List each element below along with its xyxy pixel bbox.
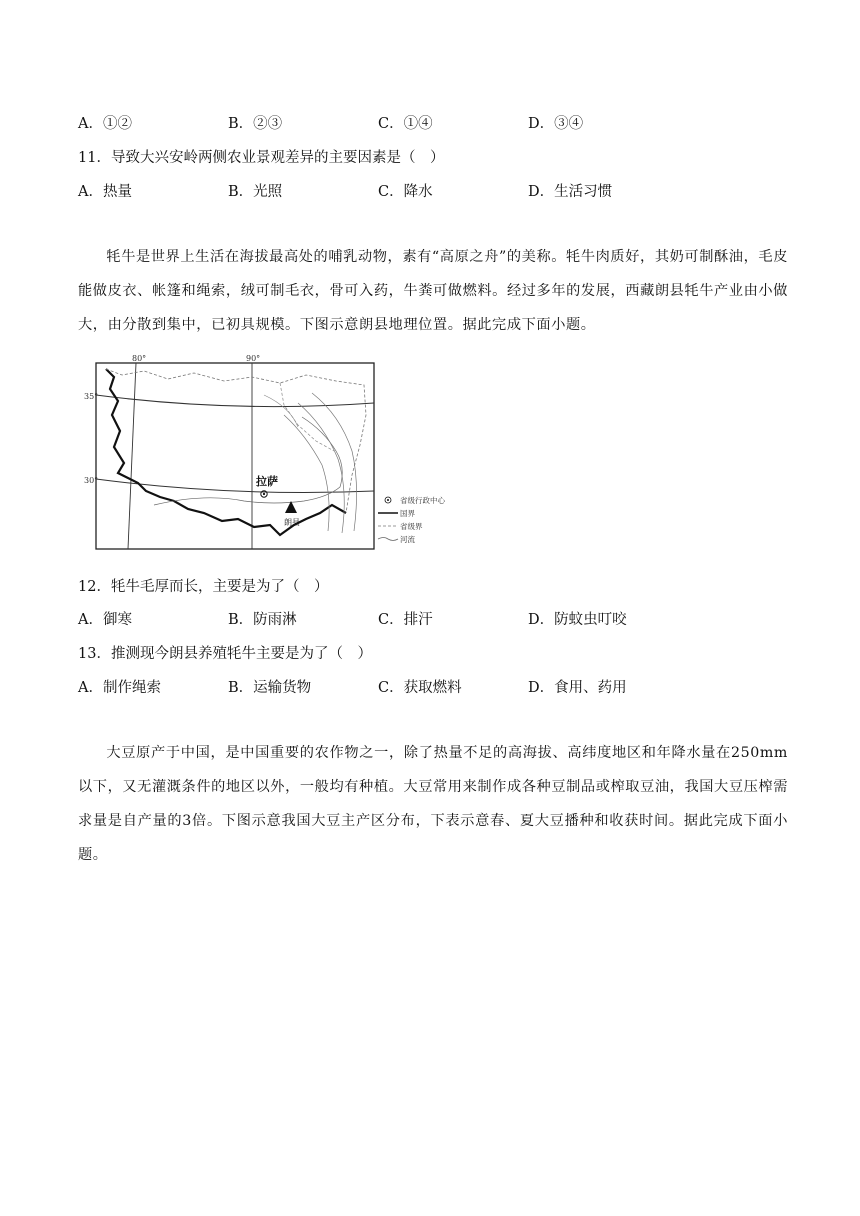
q12-option-c[interactable]: C．排汗 xyxy=(378,612,433,628)
legend-river-symbol xyxy=(378,538,398,541)
q13-option-c[interactable]: C．获取燃料 xyxy=(378,680,462,696)
q12-option-b[interactable]: B．防雨淋 xyxy=(228,612,297,628)
q10-option-a[interactable]: A．①② xyxy=(78,116,132,132)
river-3 xyxy=(312,393,357,531)
passage-soybean: 大豆原产于中国，是中国重要的农作物之一，除了热量不足的高海拔、高纬度地区和年降水量在250mm以下，又无灌溉条件的地区以外，一般均有种植。大豆常用来制作成各种豆制品或榨取豆油，我国大豆压榨需求量是自产量的3倍。下图示意我国大豆主产区分布，下表示意春、夏大豆播种和收获时间。据此完成下面小题。 xyxy=(78,745,788,863)
q13-option-b[interactable]: B．运输货物 xyxy=(228,680,312,696)
q11-option-a[interactable]: A．热量 xyxy=(78,184,132,200)
q10-option-c[interactable]: C．①④ xyxy=(378,116,433,132)
q12-options xyxy=(78,608,778,628)
meridian-80 xyxy=(128,363,136,549)
q10-option-b[interactable]: B．②③ xyxy=(228,116,283,132)
lat-label-30: 30° xyxy=(84,476,99,485)
river-1 xyxy=(284,415,329,531)
q10-option-d[interactable]: D．③④ xyxy=(528,116,584,132)
q11-option-c[interactable]: C．降水 xyxy=(378,184,433,200)
q11-option-b[interactable]: B．光照 xyxy=(228,184,283,200)
q12-option-a[interactable]: A．御寒 xyxy=(78,612,132,628)
passage-yak: 牦牛是世界上生活在海拔最高处的哺乳动物，素有“高原之舟”的美称。牦牛肉质好，其奶可制酥油，毛皮能做皮衣、帐篷和绳索，绒可制毛衣，骨可入药，牛粪可做燃料。经过多年的发展，西藏朗县牦牛产业由小做大，由分散到集中，已初具规模。下图示意朗县地理位置。据此完成下面小题。 xyxy=(78,249,788,333)
legend-river-label: 河流 xyxy=(400,535,415,544)
river-4 xyxy=(264,395,298,427)
legend-provincial-label: 省级界 xyxy=(400,522,423,531)
lon-label-90: 90° xyxy=(246,355,261,363)
parallel-35 xyxy=(96,395,374,407)
q11-option-d[interactable]: D．生活习惯 xyxy=(528,184,613,200)
q10-options xyxy=(78,112,778,132)
lat-label-35: 35° xyxy=(84,392,99,401)
q13-options xyxy=(78,676,778,696)
q13-option-d[interactable]: D．食用、药用 xyxy=(528,680,627,696)
national-border xyxy=(106,369,346,535)
q12-option-d[interactable]: D．防蚊虫叮咬 xyxy=(528,612,627,628)
q13-stem: 13．推测现今朗县养殖牦牛主要是为了（ ） xyxy=(78,646,372,662)
langxian-location-map xyxy=(84,355,474,551)
lon-label-80: 80° xyxy=(132,355,147,363)
q11-options xyxy=(78,180,778,200)
lhasa-label: 拉萨 xyxy=(256,475,278,488)
q12-stem: 12．牦牛毛厚而长，主要是为了（ ） xyxy=(78,579,329,595)
legend-capital-label: 省级行政中心 xyxy=(400,496,445,505)
q11-stem: 11．导致大兴安岭两侧农业景观差异的主要因素是（ ） xyxy=(78,150,445,166)
map-frame xyxy=(96,363,374,549)
legend-national-label: 国界 xyxy=(400,509,415,518)
parallel-30 xyxy=(96,479,374,493)
q13-option-a[interactable]: A．制作绳索 xyxy=(78,680,161,696)
langxian-label: 朗县 xyxy=(284,518,300,527)
